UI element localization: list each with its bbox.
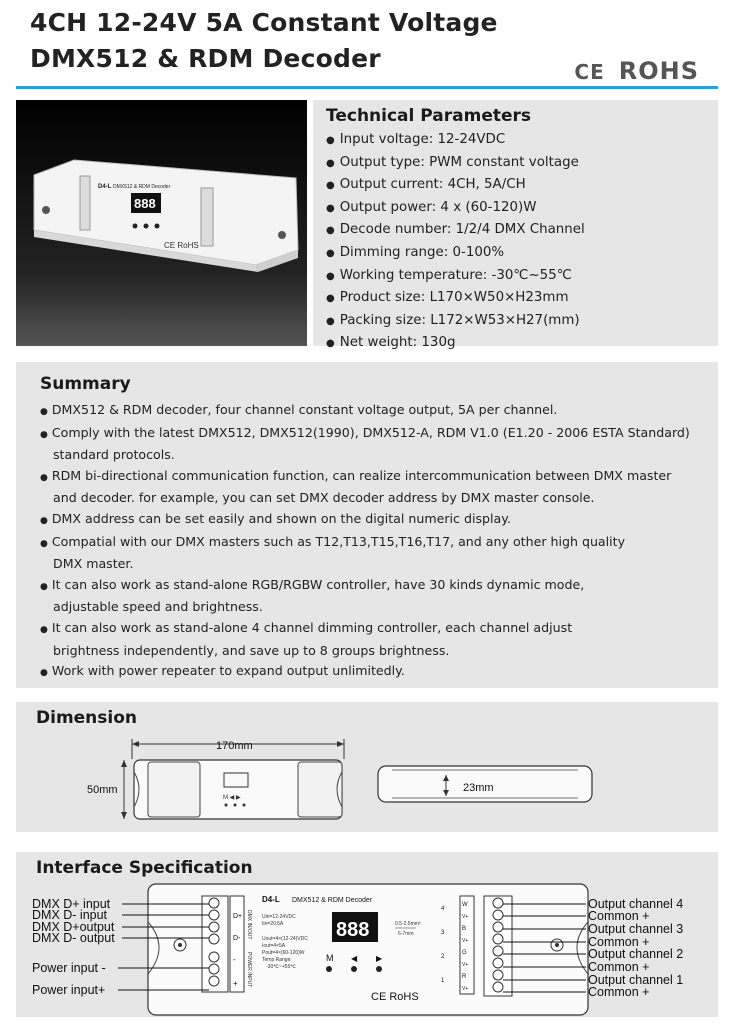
dimension-buttons-label: M ◀ ▶ [223, 795, 241, 801]
certification-marks [574, 57, 699, 85]
interface-panel [16, 852, 718, 1017]
technical-parameters-title: Technical Parameters [326, 106, 532, 126]
label-output-channel-4: Output channel 4 [588, 897, 684, 911]
label-power-input-minus: Power input - [32, 961, 106, 975]
param-item [326, 197, 718, 220]
label-common-plus-4: Common + [588, 909, 650, 923]
bullet-icon: ● [326, 157, 335, 169]
param-text: Output power: 4 x (60-120)W [339, 199, 537, 215]
summary-text: It can also work as stand-alone 4 channel dimming controller, each channel adjust [51, 619, 573, 635]
label-output-channel-2: Output channel 2 [588, 947, 684, 961]
summary-text-cont: and decoder. for example, you can set DMX decoder address by DMX master console. [53, 490, 595, 506]
summary-item [40, 509, 718, 532]
strip-length: 6-7mm [398, 931, 414, 937]
label-common-plus-2: Common + [588, 960, 650, 974]
summary-item [40, 575, 718, 618]
param-text: Net weight: 130g [339, 335, 456, 351]
terminal-tag: G [462, 950, 467, 956]
spec-line: Uout=4×(12-24)VDC [262, 936, 308, 942]
svg-text:+: + [233, 979, 238, 988]
summary-text-cont: adjustable speed and brightness. [53, 599, 263, 615]
param-text: Input voltage: 12-24VDC [339, 132, 506, 147]
interface-name: DMX512 & RDM Decoder [292, 897, 373, 904]
ce-mark: CE [574, 60, 605, 84]
bullet-icon: ● [326, 202, 335, 214]
summary-text: DMX512 & RDM decoder, four channel constant voltage output, 5A per channel. [51, 402, 558, 417]
param-item [326, 129, 718, 152]
terminal-tag: V+ [462, 914, 469, 920]
summary-item [40, 466, 718, 509]
spec-line: -30℃~+55℃ [266, 964, 296, 970]
label-common-plus-1: Common + [588, 985, 650, 999]
param-item [326, 310, 718, 333]
spec-line: Iout=4×5A [262, 943, 286, 949]
param-item [326, 242, 718, 265]
param-text: Packing size: L172×W53×H27(mm) [339, 312, 580, 328]
label-power-input-plus: Power input+ [32, 983, 106, 997]
photo-cert: CE RoHS [164, 241, 199, 250]
summary-item [40, 532, 718, 575]
photo-display: 888 [134, 196, 156, 211]
summary-text: Compatial with our DMX masters such as T12,T13,T15,T16,T17, and any other high quality [51, 533, 626, 549]
photo-model-label: D4-L [98, 184, 112, 190]
terminal-tag: W [462, 902, 468, 908]
side-label-dmx: DMX IN/OUT [246, 910, 252, 940]
dimension-panel [16, 702, 718, 832]
wire-spec: 0.5-2.5mm² [395, 921, 421, 927]
summary-text-cont: brightness independently, and save up to 8 groups brightness. [53, 642, 450, 658]
terminal-tag: V+ [462, 962, 469, 968]
label-output-channel-1: Output channel 1 [588, 973, 684, 987]
bullet-icon: ● [326, 338, 335, 350]
rohs-mark: ROHS [618, 57, 699, 85]
summary-text: RDM bi-directional communication function, can realize intercommunication between DMX master [51, 467, 672, 483]
channel-number: 3 [441, 930, 445, 936]
summary-panel [16, 362, 718, 688]
param-text: Dimming range: 0-100% [339, 244, 505, 260]
product-title-line1: 4CH 12-24V 5A Constant Voltage [30, 8, 498, 37]
param-item [326, 152, 718, 175]
bullet-icon: ● [326, 270, 335, 282]
summary-text-cont: standard protocols. [53, 447, 175, 463]
summary-text: It can also work as stand-alone RGB/RGBW controller, have 30 kinds dynamic mode, [51, 576, 585, 592]
dimension-title: Dimension [36, 708, 138, 728]
param-item [326, 219, 718, 242]
summary-title: Summary [40, 374, 131, 394]
param-item [326, 287, 718, 310]
height-label: 23mm [463, 782, 494, 794]
interface-cert: CE RoHS [371, 991, 419, 1003]
bullet-icon: ● [326, 315, 335, 327]
technical-parameters-panel [313, 100, 718, 351]
bullet-icon: ● [40, 538, 48, 549]
length-label: 170mm [216, 740, 253, 752]
terminal-tag: R [462, 974, 467, 980]
bullet-icon: ● [326, 247, 335, 259]
param-text: Product size: L170×W50×H23mm [339, 290, 569, 306]
bullet-icon: ● [40, 668, 48, 679]
param-item [326, 265, 718, 288]
label-output-channel-3: Output channel 3 [588, 922, 684, 936]
summary-item [40, 661, 718, 684]
bullet-icon: ● [40, 429, 48, 440]
bullet-icon: ● [40, 407, 48, 417]
bullet-icon: ● [326, 293, 335, 305]
param-text: Output type: PWM constant voltage [339, 154, 579, 170]
photo-name-label: DMX512 & RDM Decoder [113, 184, 171, 190]
technical-parameters-list [326, 129, 718, 355]
param-item [326, 332, 718, 355]
svg-text:-: - [233, 955, 236, 964]
label-dmx-d-plus-output: DMX D+output [32, 920, 115, 934]
summary-item [40, 423, 718, 466]
label-dmx-d-minus-input: DMX D- input [32, 908, 108, 922]
summary-text: Work with power repeater to expand output unlimitedly. [51, 663, 405, 679]
width-label: 50mm [87, 784, 118, 796]
interface-title: Interface Specification [36, 858, 253, 878]
param-text: Output current: 4CH, 5A/CH [339, 177, 526, 193]
spec-line: Temp Range: [262, 957, 292, 963]
product-photo [16, 100, 307, 346]
spec-line: Iin=20.5A [262, 921, 284, 927]
summary-item [40, 618, 718, 661]
param-text: Decode number: 1/2/4 DMX Channel [339, 222, 585, 238]
interface-model: D4-L [262, 895, 280, 904]
bullet-icon: ● [40, 624, 48, 635]
terminal-tag: B [462, 926, 467, 932]
bullet-icon: ● [326, 225, 335, 237]
bullet-icon: ● [40, 515, 48, 526]
spec-line: Uin=12-24VDC [262, 914, 296, 920]
label-dmx-d-plus-input: DMX D+ input [32, 897, 111, 911]
summary-text: Comply with the latest DMX512, DMX512(1990), DMX512-A, RDM V1.0 (E1.20 - 2006 ESTA Standard) [51, 424, 690, 440]
channel-number: 2 [441, 954, 445, 960]
bullet-icon: ● [40, 581, 48, 592]
bullet-icon: ● [326, 180, 335, 192]
channel-number: 4 [441, 906, 445, 912]
dimension-drawing [16, 702, 718, 832]
svg-text:D-: D- [233, 935, 241, 942]
header-rule [16, 86, 718, 89]
product-title-line2: DMX512 & RDM Decoder [30, 44, 381, 73]
param-item [326, 174, 718, 197]
summary-item [40, 400, 718, 423]
label-common-plus-3: Common + [588, 935, 650, 949]
param-text: Working temperature: -30℃~55℃ [339, 267, 572, 283]
interface-display: 888 [336, 919, 370, 941]
spec-line: Pout=4×(60-120)W [262, 950, 305, 956]
summary-list [40, 400, 718, 684]
svg-text:D+: D+ [233, 913, 243, 920]
bullet-icon: ● [326, 135, 335, 146]
summary-text-cont: DMX master. [53, 556, 134, 572]
terminal-tag: V+ [462, 938, 469, 944]
decoder-photo-illustration [16, 100, 307, 346]
btn-m-label: M [326, 953, 334, 963]
btn-right-label: ▶ [376, 954, 383, 963]
btn-left-label: ◀ [351, 954, 358, 963]
summary-text: DMX address can be set easily and shown on the digital numeric display. [51, 510, 511, 526]
side-label-power: POWER INPUT [246, 952, 252, 988]
channel-number: 1 [441, 978, 445, 984]
bullet-icon: ● [40, 472, 48, 483]
label-dmx-d-minus-output: DMX D- output [32, 931, 115, 945]
terminal-tag: V+ [462, 986, 469, 992]
